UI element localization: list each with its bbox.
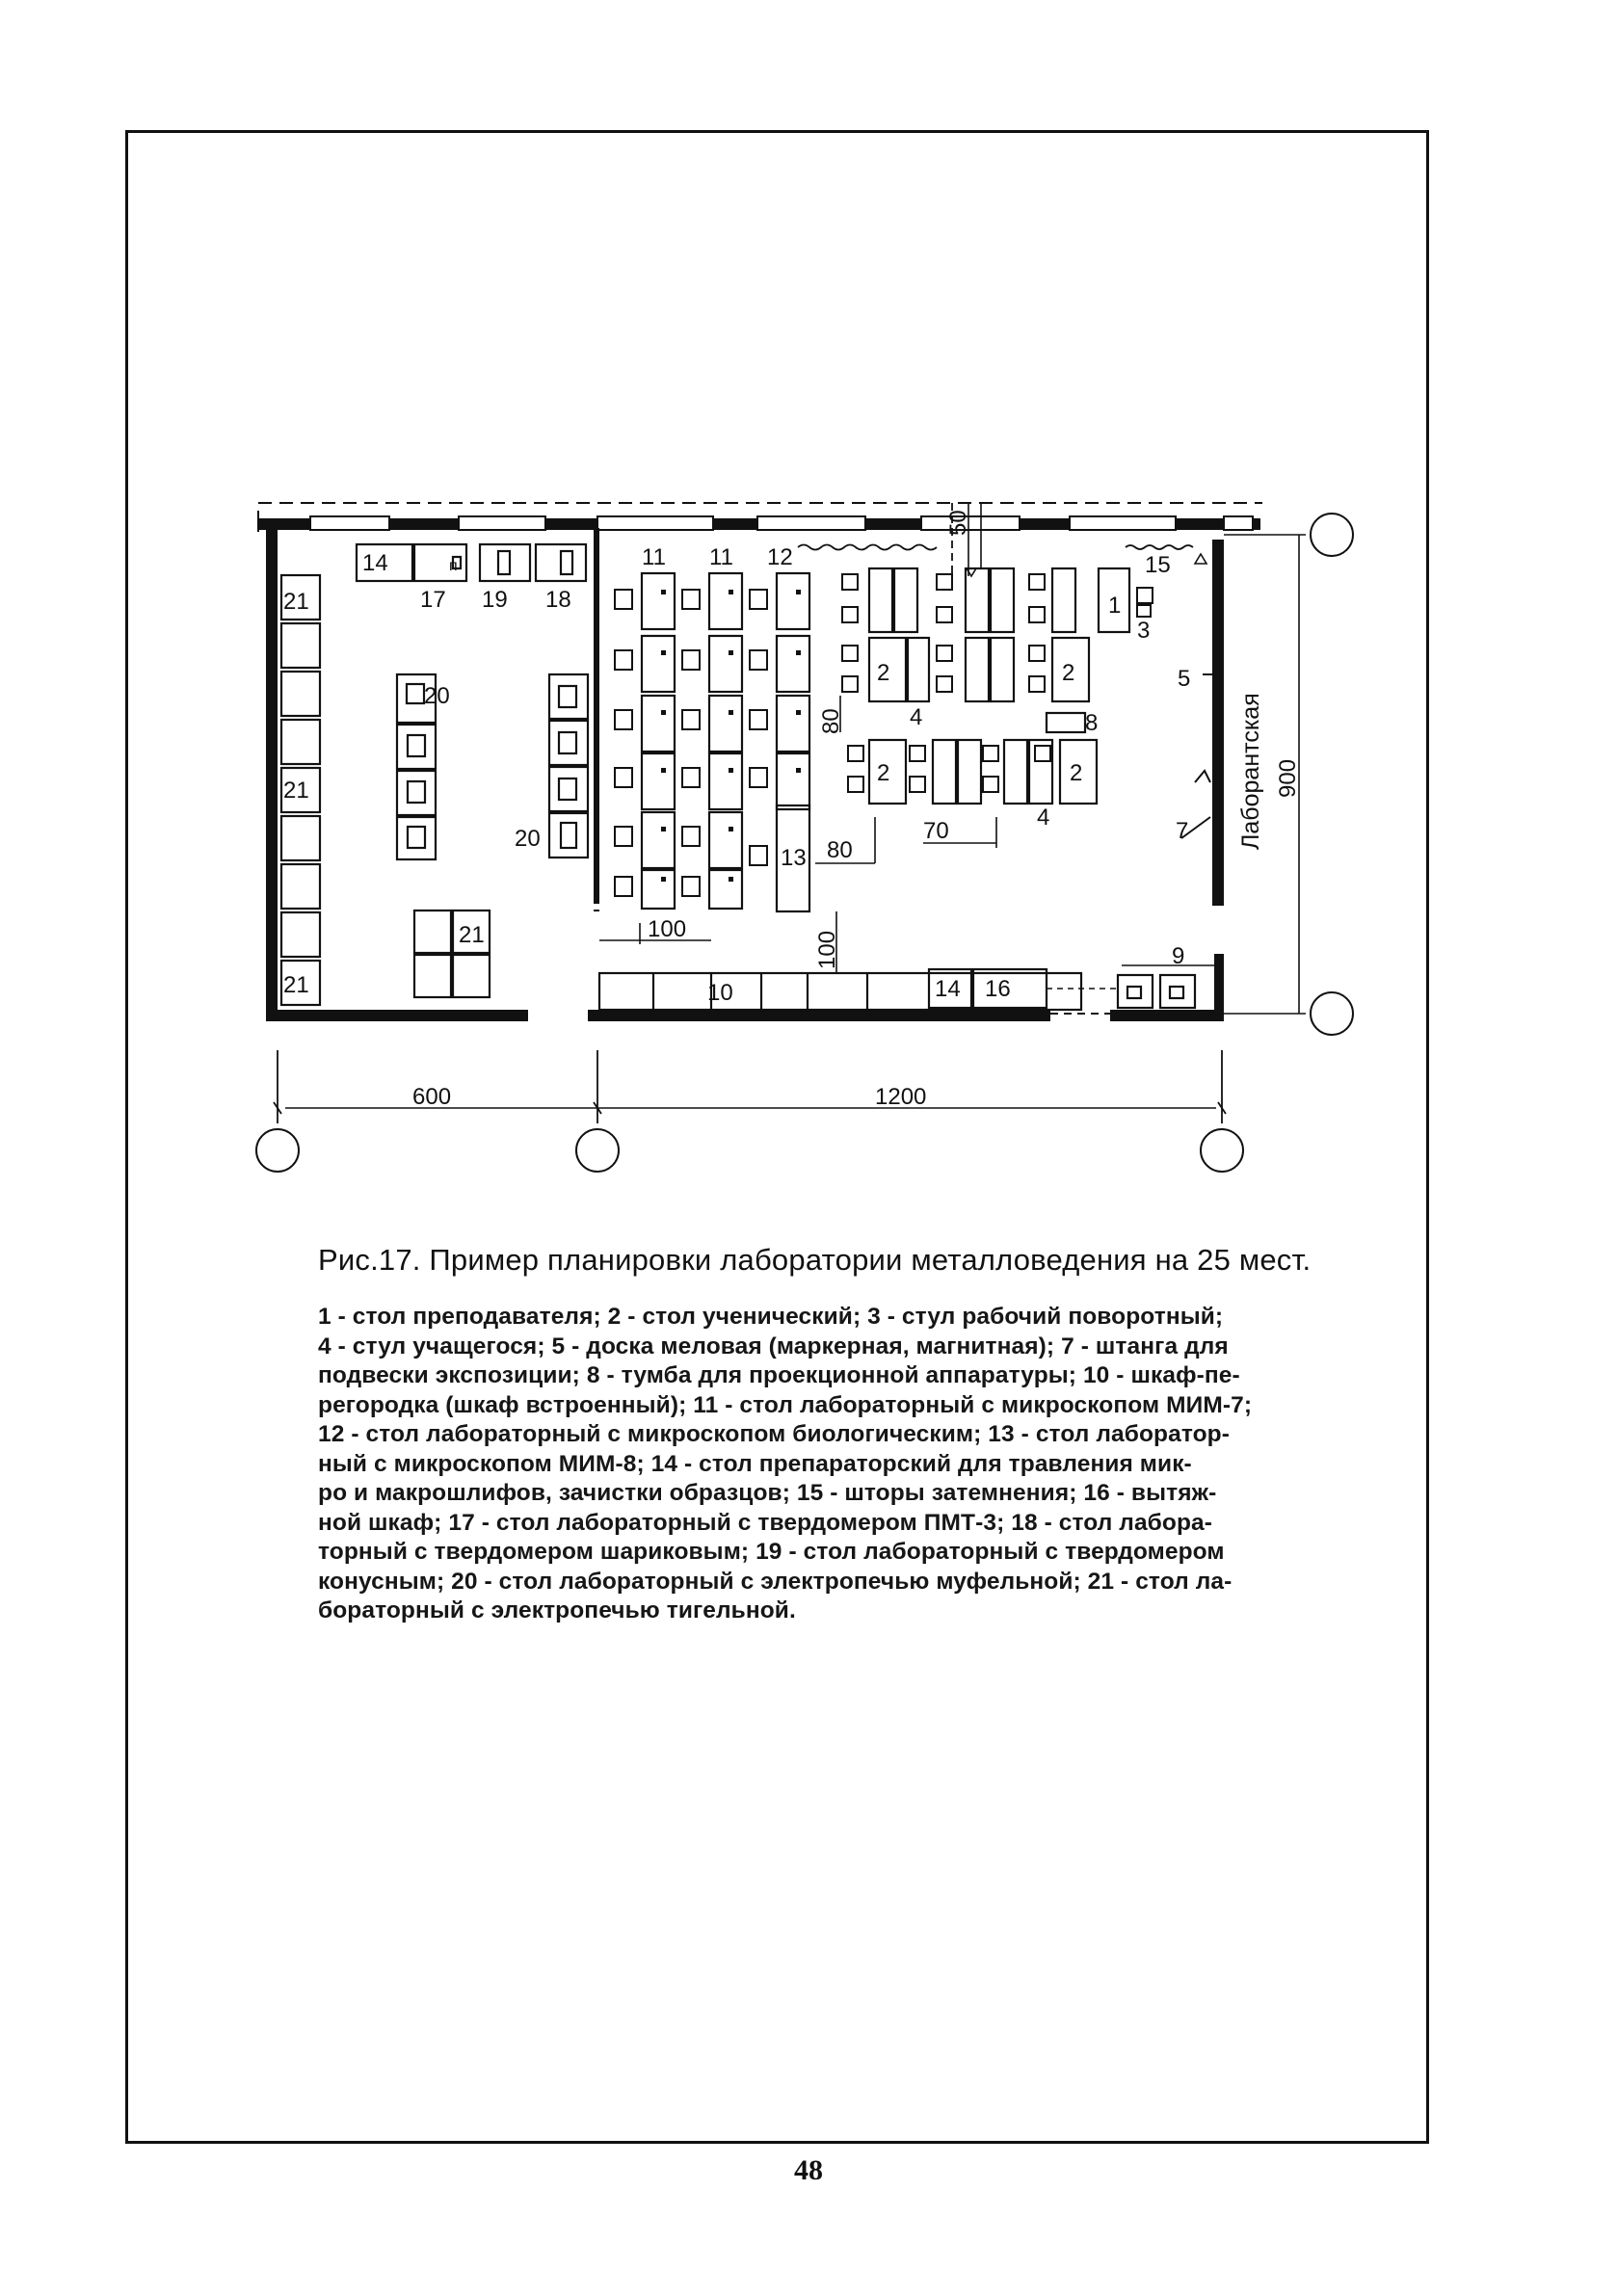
dim-70: 70: [923, 818, 949, 844]
label-2-a: 2: [877, 660, 890, 686]
label-17: 17: [420, 587, 446, 613]
label-21-d: 21: [459, 922, 485, 948]
room-name-laborantskaya: Лаборантская: [1237, 693, 1264, 850]
dim-80-horizontal: 80: [827, 837, 853, 863]
label-14-top: 14: [362, 550, 388, 576]
label-7: 7: [1176, 818, 1189, 844]
label-3: 3: [1137, 618, 1151, 644]
label-21-b: 21: [283, 778, 309, 804]
label-11-b: 11: [709, 544, 733, 570]
page-number: 48: [794, 2154, 823, 2186]
figure-caption: Рис.17. Пример планировки лаборатории металловедения на 25 мест.: [318, 1243, 1312, 1277]
figure-legend: 1 - стол преподавателя; 2 - стол ученический; 3 - стул рабочий поворотный; 4 - стул учащегося; 5 - доска меловая (маркерная, магнитная); 7 - штанга для подвески экспозиции; 8 - тумба для проекционной аппаратуры; 10 - шкаф-пе- регородка (шкаф встроенный); 11 - стол лабораторный с микроскопом МИМ-7; 12 - стол лабораторный с микроскопом биологическим; 13 - стол лаборатор- ный с микроскопом МИМ-8; 14 - стол препараторский для травления мик- ро и макрошлифов, зачистки образцов; 15 - шторы затемнения; 16 - вытяж- ной шкаф; 17 - стол лабораторный с твердомером ПМТ-3; 18 - стол лабора- торный с твердомером шариковым; 19 - стол лабораторный с твердомером конусным; 20 - стол лабораторный с электропечью муфельной; 21 - стол ла- бораторный с электропечью тигельной.: [318, 1304, 1253, 1623]
dim-900: 900: [1275, 758, 1301, 798]
label-21-a: 21: [283, 589, 309, 615]
dim-50: 50: [945, 510, 971, 536]
label-small-glyph: п: [449, 558, 458, 574]
label-21-c: 21: [283, 972, 309, 998]
label-5: 5: [1178, 666, 1191, 692]
label-15: 15: [1145, 552, 1171, 578]
label-2-c: 2: [877, 760, 890, 786]
dim-80-vertical: 80: [818, 708, 844, 734]
dim-100-vertical: 100: [814, 930, 840, 969]
label-14-bottom: 14: [935, 976, 961, 1002]
label-4-a: 4: [910, 704, 923, 730]
label-8: 8: [1085, 710, 1099, 736]
label-20-a: 20: [424, 683, 450, 709]
label-11-a: 11: [642, 544, 666, 570]
label-2-b: 2: [1062, 660, 1075, 686]
label-10: 10: [707, 980, 733, 1006]
label-20-b: 20: [515, 826, 541, 852]
label-1: 1: [1108, 593, 1122, 619]
dim-600: 600: [412, 1084, 452, 1110]
label-12: 12: [767, 544, 793, 570]
label-18: 18: [545, 587, 571, 613]
label-2-d: 2: [1070, 760, 1083, 786]
label-13: 13: [781, 845, 807, 871]
label-16: 16: [985, 976, 1011, 1002]
label-9: 9: [1172, 943, 1185, 969]
label-19: 19: [482, 587, 508, 613]
label-4-b: 4: [1037, 805, 1050, 831]
dim-1200: 1200: [875, 1084, 927, 1110]
dim-100-horizontal: 100: [648, 916, 687, 942]
